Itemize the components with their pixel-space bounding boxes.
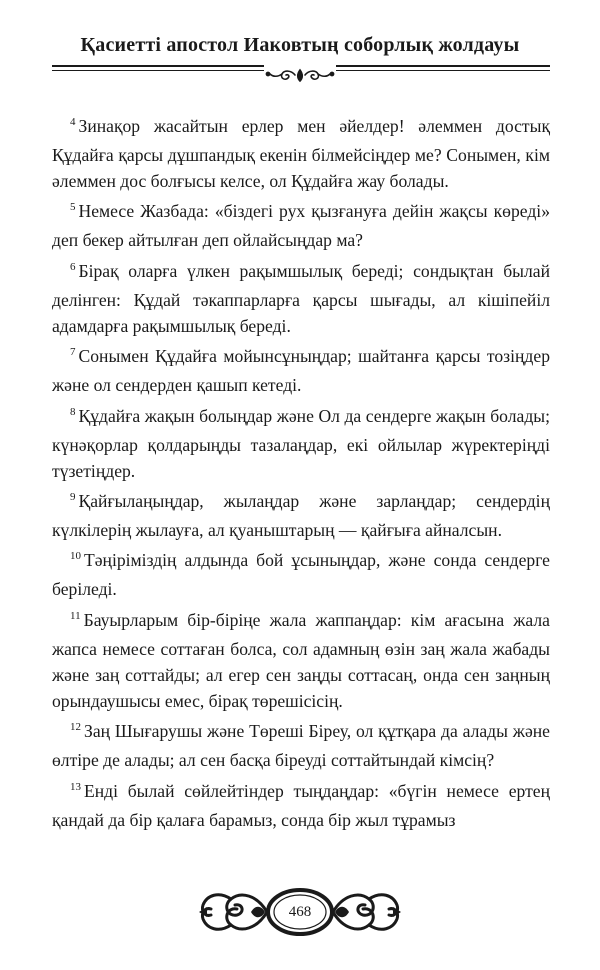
page-number: 468 (288, 904, 312, 920)
verse-number: 10 (70, 550, 81, 563)
verse-text: Заң Шығарушы және Төреші Біреу, ол құтқара да алады және өлтіре де алады; ал сен басқа біреуді соттайтындай кімсің? (52, 721, 550, 771)
verse-text-block (52, 113, 550, 837)
verse-number: 9 (70, 490, 76, 503)
verse-text: Бірақ оларға үлкен рақымшылық береді; сондықтан былай делінген: Құдай тәкаппарларға қарсы шығады, ал кішіпейіл адамдарға рақымшылық береді. (52, 260, 550, 336)
verse-7 (52, 343, 550, 398)
verse-number: 12 (70, 721, 81, 734)
verse-text: Немесе Жазбада: «біздегі рух қызғануға дейін жақсы көреді» деп бекер айтылған деп ойлайсыңдар ма? (52, 201, 550, 251)
verse-text: Енді былай сөйлейтіндер тыңдаңдар: «бүгін немесе ертең қандай да бір қалаға барамыз, сонда бір жыл тұрамыз (52, 780, 550, 830)
verse-10 (52, 547, 550, 602)
verse-9 (52, 488, 550, 543)
verse-11 (52, 607, 550, 714)
verse-13 (52, 778, 550, 833)
verse-text: Тәңіріміздің алдында бой ұсыныңдар, және сонда сендерге беріледі. (52, 550, 550, 600)
verse-12 (52, 718, 550, 773)
verse-text: Құдайға жақын болыңдар және Ол да сендерге жақын болады; күнәқорлар қолдарыңды тазалаңдар, екі ойлылар жүректеріңді түзетіңдер. (52, 405, 550, 481)
verse-number: 6 (70, 260, 76, 273)
verse-number: 5 (70, 201, 76, 214)
verse-number: 11 (70, 609, 81, 622)
verse-number: 8 (70, 405, 76, 418)
verse-4 (52, 113, 550, 194)
verse-text: Бауырларым бір-біріңе жала жаппаңдар: кім ағасына жала жапса немесе соттаған болса, сол адамның өзін заң жала жабады және заң соттайды; ал егер сен заңды соттасаң, онда сен заңның орындаушысы емес, бірақ төрешісісің. (52, 609, 550, 711)
verse-5 (52, 198, 550, 253)
header-ornament-icon (264, 62, 336, 86)
verse-text: Сонымен Құдайға мойынсұныңдар; шайтанға қарсы тозіңдер және ол сендерден қашып кетеді. (52, 346, 550, 396)
verse-6 (52, 258, 550, 339)
verse-text: Зинақор жасайтын ерлер мен әйелдер! әлеммен достық Құдайға қарсы дұшпандық екенін білмейсіңдер ме? Сонымен, кім әлеммен дос болғысы келсе, ол Құдайға жау болады. (52, 116, 550, 191)
verse-8 (52, 403, 550, 484)
verse-text: Қайғылаңыңдар, жылаңдар және зарлаңдар; сендердің күлкілерің жылауға, ал қуаныштарың — қайғыға айналсын. (52, 490, 550, 540)
verse-number: 13 (70, 780, 81, 793)
verse-number: 7 (70, 346, 76, 359)
running-header: Қасиетті апостол Иаковтың соборлық жолдауы (80, 34, 520, 56)
verse-number: 4 (70, 116, 76, 128)
